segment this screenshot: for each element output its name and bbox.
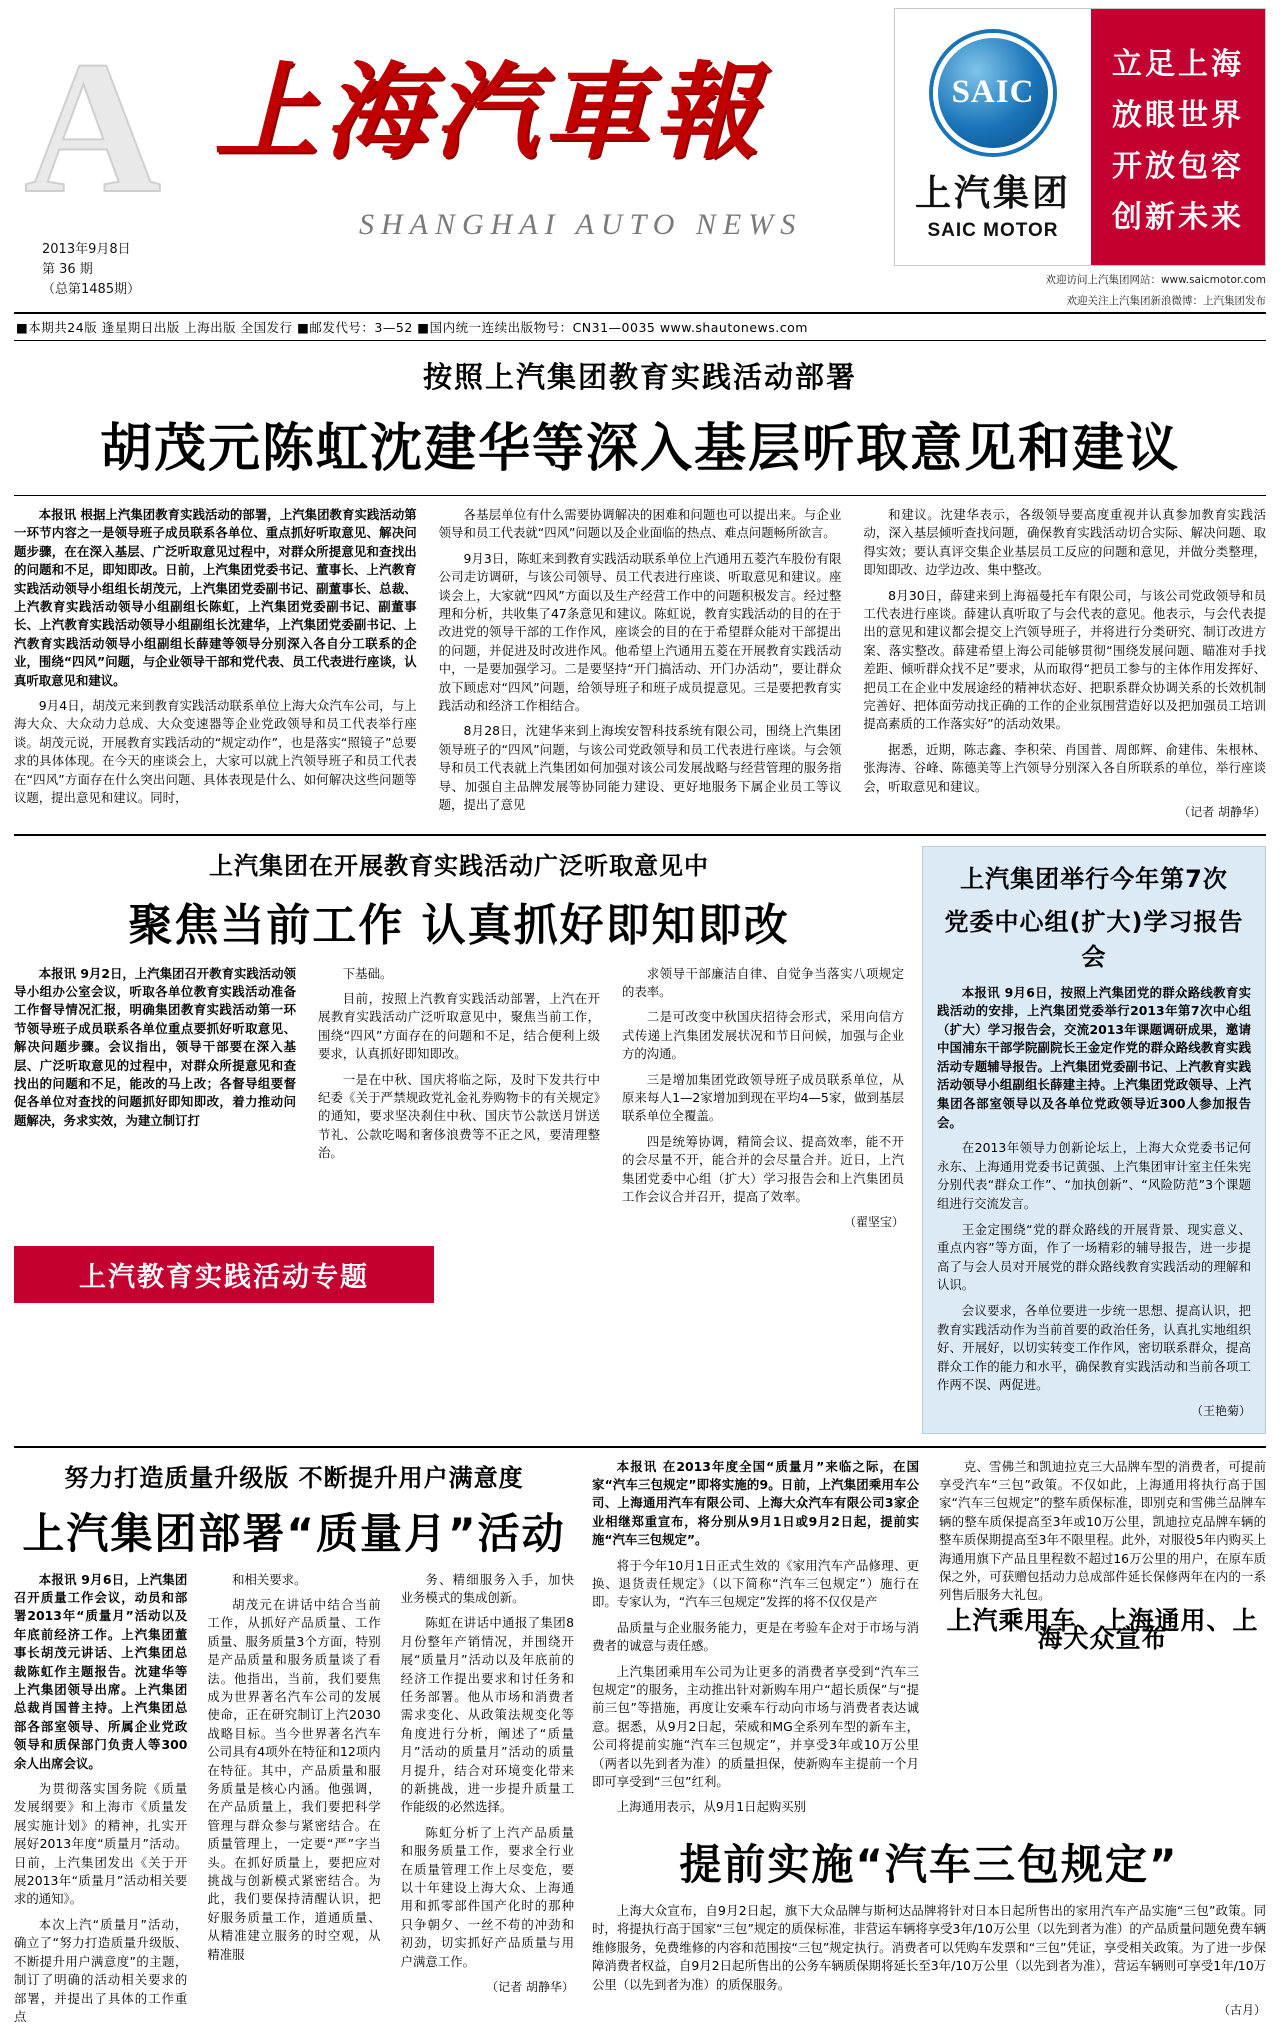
- special-topic-banner: 上汽教育实践活动专题: [14, 1246, 434, 1303]
- mid-body: [14, 965, 904, 1232]
- mid-right-title-line1: 上汽集团举行今年第7次: [960, 864, 1228, 893]
- br-para-3: 品质量与企业服务能力，更是在考验车企对于市场与消费者的诚意与责任感。: [592, 1619, 919, 1654]
- bottom-right-top: [592, 1458, 1266, 1824]
- bottom-headline: 上汽集团部署“质量月”活动: [22, 1508, 566, 1558]
- bottom-column-3: [401, 1571, 574, 2033]
- mid-headline: 聚焦当前工作 认真抓好即知即改: [128, 899, 790, 951]
- bottom-para-6: 务、精细服务入手，加快业务模式的集成创新。: [400, 1571, 574, 1605]
- saic-slogan-1: 立足上海: [1112, 46, 1244, 82]
- bottom-para-5: 胡茂元在讲话中结合当前工作，从抓好产品质量、工作质量、服务质量3个方面，特别是产品质量和服务质量谈了看法。他指出，当前，我们要焦成为世界著名汽车公司的发展使命，正在研究制订上汽2030战略目标。当今世界著名汽车公司具有4项外在特征和12项内在特征。其中，产品质量和服务质量是核心内涵。他强调，在产品质量上，我们要把科学管理与群众参与紧密结合。在质量管理上，一定要“严”字当头。在抓好质量上，要把应对挑战与创新模式紧密结合。为此，我们要保持清醒认识，把好服务质量工作，道通质量、从精准建立服务的时空观，从精准服: [207, 1596, 381, 1962]
- logo-letter-a: A: [24, 23, 162, 233]
- bottom-right-headline: 提前实施“汽车三包规定”: [679, 1839, 1179, 1889]
- masthead: [14, 8, 1266, 308]
- saic-slogan-3: 开放包容: [1112, 148, 1244, 184]
- divider-2: [14, 834, 1266, 836]
- lead-column-3: [863, 506, 1266, 822]
- lead-column-1: [14, 506, 417, 822]
- saic-website-note: 欢迎访问上汽集团网站：www.saicmotor.com: [1045, 274, 1266, 286]
- saic-ad-box: [894, 8, 1266, 266]
- mid-para-5: 求领导干部廉洁自律、自觉争当落实八项规定的表率。: [622, 965, 904, 999]
- issue-number: 第 36 期: [42, 262, 93, 277]
- lead-story-header: [14, 355, 1266, 481]
- br-para-6: 克、雪佛兰和凯迪拉克三大品牌车型的消费者，可提前享受汽车“三包”政策。不仅如此，上海通用将执行高于国家“汽车三包规定”的整车质保标准，即别克和雪佛兰品牌车辆的整车质保提高至3年或10万公里，凯迪拉克品牌车辆的整车质保期提高至3年不限里程。此外，对服役5年内购买上海通用旗下产品且里程数不超过16万公里的用户，在原车质保之外，可获赠包括动力总成部件延长保修两年在内的一系列售后服务大礼包。: [939, 1458, 1266, 1603]
- mid-byline: （翟坚宝）: [843, 1215, 904, 1230]
- saic-ring-icon: [933, 33, 1053, 153]
- mid-column-1: [14, 965, 296, 1232]
- lead-para-8: 据悉，近期，陈志鑫、李积荣、肖国普、周郎辉、俞建伟、朱根林、张海涛、谷峰、陈德美等上汽领导分别深入各自所联系的单位，举行座谈会，听取意见和建议。: [863, 741, 1267, 794]
- bottom-section: [14, 1458, 1266, 2033]
- lead-para-7: 8月30日，薛建来到上海福曼托车有限公司，与该公司党政领导和员工代表进行座谈。薛建认真听取了与会代表的意见。他表示，与会代表提出的意见和建议都会提交上汽领导班子，并将进行分类研究、制订改进方案、落实整改。薛建希望上海公司能够贯彻“围绕发展问题、瞄准对手找差距、倾听群众找不足”要求，从而取得“把员工参与的主体作用发挥好、把员工在企业中发展途经的精神状态好、把职系群众协调关系的长效机制完善好、把体面劳动找正确的工作的企业氛围营造好以及把加强员工培训提高素质的工作落实好”的活动效果。: [863, 587, 1267, 732]
- newspaper-title-en: SHANGHAI AUTO NEWS: [359, 208, 803, 241]
- bottom-right-kicker: 上汽乘用车、上海通用、上海大众宣布: [946, 1605, 1259, 1654]
- mid-section: [14, 846, 1266, 1434]
- mid-right-para-3: 王金定围绕“党的群众路线的开展背景、现实意义、重点内容”等方面，作了一场精彩的辅导报告，进一步提高了与会人员对开展党的群众路线教育实践活动的理解和认识。: [937, 1221, 1251, 1293]
- divider: [14, 495, 1266, 496]
- mid-para-4: 一是在中秋、国庆将临之际，及时下发共行中纪委《关于严禁规政党礼金礼券购物卡的有关规定》的通知，要求坚决刹住中秋、国庆节公款送月饼送节礼、公款吃喝和奢侈浪费等不正之风，要清理整治。: [318, 1071, 600, 1161]
- issue-info: [42, 240, 140, 300]
- br2-para-1: 上海大众宣布，自9月2日起，旗下大众品牌与斯柯达品牌将针对日本日起所售出的家用汽车产品实施“三包”政策。同时，将提执行高于国家“三包”规定的质保标准，非营运车辆将享受3年/10万公里（以先到者为准）的产品质量问题免费车辆维修服务，免费维修的内容和范围按“三包”规定执行。消费者可以凭购车发票和“三包”凭证，享受相关政策。为了进一步保障消费者权益，自9月2日起所售出的公务车辆质保期将延长至3年/10万公里（以先到者为准），营运车辆则可享受1年/10万公里（以先到者为准）的质保服务。: [592, 1902, 1266, 1992]
- bottom-right-column-2: [939, 1458, 1266, 1824]
- bottom-para-1: 本报讯 9月6日，上汽集团召开质量工作会议，动员和部署2013年“质量月”活动以及年底前经济工作。上汽集团董事长胡茂元讲话、上汽集团总裁陈虹作主题报告。沈建华等上汽集团领导出席。上汽集团总裁肖国普主持。上汽集团总部各部室领导、所属企业党政领导和质保部门负责人等300余人出席会议。: [14, 1571, 188, 1771]
- divider-3: [14, 1446, 1266, 1448]
- bottom-left-story: [14, 1458, 574, 2033]
- bottom-right-body: [592, 1902, 1266, 2019]
- lead-para-1: 本报讯 根据上汽集团教育实践活动的部署，上汽集团教育实践活动第一环节内容之一是领导班子成员联系各单位、重点抓好听取意见、解决问题步骤，在在深入基层、广泛听取意见过程中，对群众所提意见和查找出的问题和不足，即知即改。日前，上汽集团党委书记、董事长、上汽教育实践活动领导小组组长胡茂元，上汽集团党委副书记、副董事长、总裁、上汽教育实践活动领导小组副组长陈虹，上汽集团党委副书记、副董事长、上汽教育实践活动领导小组副组长沈建华，上汽集团党委副书记、上汽教育实践活动领导小组副组长薛建等领导分别深入各自分工联系的企业，围绕“四风”问题，与企业领导干部和党代表、员工代表进行座谈，认真听取意见和建议。: [14, 507, 417, 688]
- bottom-kicker: 努力打造质量升级版 不断提升用户满意度: [64, 1463, 524, 1492]
- mid-column-3: [622, 965, 904, 1232]
- lead-para-6: 和建议。沈建华表示，各级领导要高度重视并认真参加教育实践活动，深入基层倾听查找问题，确保教育实践活动切合实际、解决问题、取得实效；要认真评交集企业基层员工反应的问题和意见，并做分类整理，即知即改、边学边改、集中整改。: [863, 507, 1267, 578]
- saic-name-en: SAIC MOTOR: [927, 219, 1059, 241]
- mid-para-3: 目前，按照上汽教育实践活动部署，上汽在开展教育实践活动广泛听取意见中，聚焦当前工作，围绕“四风”方面存在的问题和不足，结合便利上级要求，认真抓好即知即改。: [318, 990, 600, 1062]
- bottom-column-1: [14, 1571, 187, 2033]
- issue-date: 2013年9月8日: [42, 242, 131, 257]
- saic-weibo-note: 欢迎关注上汽集团新浪微博：上汽集团发布: [1066, 295, 1266, 307]
- lead-byline: （记者 胡静华）: [1178, 805, 1267, 820]
- bottom-column-2: [207, 1571, 380, 2033]
- mid-para-8: 四是统筹协调，精简会议、提高效率，能不开的会尽量不开，能合并的会尽量合并。近日，上汽集团党委中心组（扩大）学习报告会和上汽集团员工作会议合并召开，提高了效率。: [622, 1133, 904, 1204]
- publication-details: ■本期共24版 逢星期日出版 上海出版 全国发行 ■邮发代号：3—52 ■国内统一连续出版物号：CN31—0035 www.shautonews.com: [16, 320, 808, 335]
- mid-kicker: 上汽集团在开展教育实践活动广泛听取意见中: [209, 851, 709, 880]
- mid-left-story: [14, 846, 904, 1434]
- mid-right-story: [922, 846, 1266, 1434]
- mid-right-body: [937, 984, 1251, 1421]
- mid-right-para-2: 在2013年领导力创新论坛上，上海大众党委书记何永东、上海通用党委书记黄强、上汽集团审计室主任朱宪分别代表“群众工作”、“加执创新”、“风险防范”3个课题组进行交流发言。: [937, 1140, 1251, 1212]
- issue-total: （总第1485期）: [42, 282, 141, 297]
- saic-name-cn: 上汽集团: [914, 172, 1071, 214]
- lead-headline: 胡茂元陈虹沈建华等深入基层听取意见和建议: [99, 419, 1180, 479]
- lead-para-3: 各基层单位有什么需要协调解决的困难和问题也可以提出来。与企业领导和员工代表就“四风”问题以及企业面临的热点、难点问题畅所欲言。: [438, 507, 842, 541]
- mid-right-title-line2: 党委中心组(扩大)学习报告会: [944, 907, 1244, 971]
- bottom-right-column-1: [592, 1458, 919, 1824]
- lead-body: [14, 506, 1266, 822]
- br-para-2: 将于今年10月1日正式生效的《家用汽车产品修理、更换、退货责任规定》（以下简称“汽车三包规定”）施行在即。专家认为，“汽车三包规定”发挥的将不仅仅是产: [592, 1557, 919, 1610]
- bottom-right-story: [592, 1458, 1266, 2033]
- lead-column-2: [439, 506, 842, 822]
- mid-para-1: 本报讯 9月2日，上汽集团召开教育实践活动领导小组办公室会议，听取各单位教育实践活动准备工作督导情况汇报，明确集团教育实践活动第一环节领导班子成员联系各单位重点要抓好听取意见、解决问题步骤。会议指出，领导干部要在深入基层、广泛听取意见的过程中，对群众所提意见和查找出的问题和不足，能改的马上改；各督导组要督促各单位对查找的问题抓好即知即改，着力推动问题解决，务求实效，为建立制订打: [14, 965, 296, 1128]
- bottom-left-body: [14, 1571, 574, 2033]
- lead-kicker: 按照上汽集团教育实践活动部署: [422, 360, 857, 394]
- masthead-right: [894, 8, 1266, 308]
- mid-right-para-1: 本报讯 9月6日，按照上汽集团党的群众路线教育实践活动的安排，上汽集团党委举行2013年第7次中心组（扩大）学习报告会，交流2013年课题调研成果，邀请中国浦东干部学院副院长王金定作党的群众路线教育实践活动专题辅导报告。上汽集团党委副书记、上汽教育实践活动领导小组副组长薛建主持。上汽集团党政领导、上汽集团各部室领导以及各单位党政领导近300人参加报告会。: [937, 984, 1251, 1130]
- bottom-right-byline: （古月）: [1217, 2002, 1266, 2017]
- br-para-1: 本报讯 在2013年度全国“质量月”来临之际，在国家“汽车三包规定”即将实施的9。日前，上汽集团乘用车公司、上海通用汽车有限公司、上海大众汽车有限公司3家企业相继郑重宣布，将分别从9月1日或9月2日起，提前实施“汽车三包规定”。: [592, 1458, 919, 1548]
- mid-para-6: 二是可改变中秋国庆招待会形式，采用向信方式传递上汽集团发展状况和节日问候，加强与企业方的沟通。: [622, 1009, 904, 1062]
- mid-para-7: 三是增加集团党政领导班子成员联系单位，从原来每人1—2家增加到现在平均4—5家，做到基层联系单位全覆盖。: [622, 1071, 904, 1124]
- bottom-para-3: 本次上汽“质量月”活动，确立了“努力打造质量升级版、不断提升用户满意度”的主题，制订了明确的活动相关要求的部署，并提出了具体的工作重点: [14, 1916, 188, 2024]
- saic-logo: [895, 9, 1091, 265]
- saic-slogan-2: 放眼世界: [1112, 97, 1244, 133]
- bottom-para-7: 陈虹在讲话中通报了集团8月份整年产销情况，并围绕开展“质量月”活动以及年底前的经济工作提出要求和讨任务和任务部署。他从市场和消费者需求变化、从政策法规变化等角度进行分析，阐述了“质量月”活动的质量月”活动的质量月提升，结合对环境变化带来的新挑战，进一步提升质量工作能级的必然选择。: [400, 1615, 574, 1815]
- newspaper-title-cn: 上海汽車報: [214, 50, 765, 173]
- lead-para-4: 9月3日，陈虹来到教育实践活动联系单位上汽通用五菱汽车股份有限公司走访调研，与该公司领导、员工代表进行座谈、听取意见和建议。座谈会上，大家就“四风”方面以及生产经营工作中的问题积极发言。经过整理和分析，共收集了47条意见和建议。陈虹说，教育实践活动的目的在于改进党的领导干部的工作作风，座谈会的目的在于希望群众能对干部提出的问题，并促进及时改进作风。他希望上汽通用五菱在开展教育实践活动中，一是要加强学习。二是要坚持“开门搞活动、开门办活动”，要让群众放下顾虑对“四风”问题，给领导班子和班子成员提意见。三是要把教育实践活动和经济工作相结合。: [438, 550, 842, 714]
- mid-para-2: 下基础。: [342, 965, 393, 981]
- bottom-right-column-3: [592, 1902, 1266, 2019]
- bottom-left-byline: （记者 胡静华）: [486, 1980, 574, 1995]
- bottom-para-2: 为贯彻落实国务院《质量发展纲要》和上海市《质量发展实施计划》的精神，扎实开展好2013年度“质量月”活动。日前，上汽集团发出《关于开展2013年“质量月”活动相关要求的通知》。: [14, 1781, 188, 1907]
- saic-slogans: [1091, 9, 1265, 265]
- mid-column-2: [318, 965, 600, 1232]
- lead-para-5: 8月28日，沈建华来到上海埃安智科技系统有限公司，围绕上汽集团领导班子的“四风”问题，与该公司党政领导和员工代表进行座谈。与会领导和员工代表就上汽集团如何加强对该公司发展战略与经营管理的服务指导、加强自主品牌发展等协同能力建设、更好地服务下属企业员工等议题，提出了意见: [438, 723, 842, 813]
- br-para-5: 上海通用表示，从9月1日起购买别: [616, 1799, 807, 1815]
- mid-right-byline: （王艳菊）: [1190, 1403, 1251, 1418]
- saic-ring-text: SAIC: [951, 74, 1035, 110]
- br-para-4: 上汽集团乘用车公司为让更多的消费者享受到“汽车三包规定”的服务，主动推出针对新购车用户“超长质保”与“提前三包”等措施，再度让安乘车行动向市场与消费者表达诚意。据悉，从9月2日起，荣威和MG全系列车型的新车主，公司将提前实施“汽车三包规定”，并享受3年或10万公里（两者以先到者为准）的质量担保，使新购车主提前一个月即可享受到“三包”红利。: [592, 1663, 919, 1790]
- publication-infobar: [14, 312, 1266, 341]
- mid-right-para-4: 会议要求，各单位要进一步统一思想、提高认识，把教育实践活动作为当前首要的政治任务，认真扎实地组织好、开展好，以切实转变工作作风，密切联系群众，提高群众工作的能力和水平，确保教育实践活动和当前各项工作两不误、两促进。: [937, 1303, 1251, 1393]
- bottom-para-8: 陈虹分析了上汽产品质量和服务质量工作，要求全行业在质量管理工作上尽变危，要以十年建设上海大众、上海通用和抓零部件国产化时的那种只争朝夕、一丝不苟的冲劲和初劲，切实抓好产品质量与用户满意工作。: [400, 1824, 574, 1969]
- saic-slogan-4: 创新未来: [1112, 199, 1244, 235]
- lead-para-2: 9月4日，胡茂元来到教育实践活动联系单位上海大众汽车公司，与上海大众、大众动力总成、大众变速器等企业党政领导和员工代表举行座谈。胡茂元说，开展教育实践活动的“规定动作”，也是落实“照镜子”总要求的具体体现。在今天的座谈会上，大家可以就上汽领导班子和员工代表在“四风”方面存在什么突出问题、具体表现是什么、如何解决这些问题等议题，提出意见和建议。同时，: [14, 698, 417, 806]
- bottom-para-4: 和相关要求。: [232, 1571, 307, 1587]
